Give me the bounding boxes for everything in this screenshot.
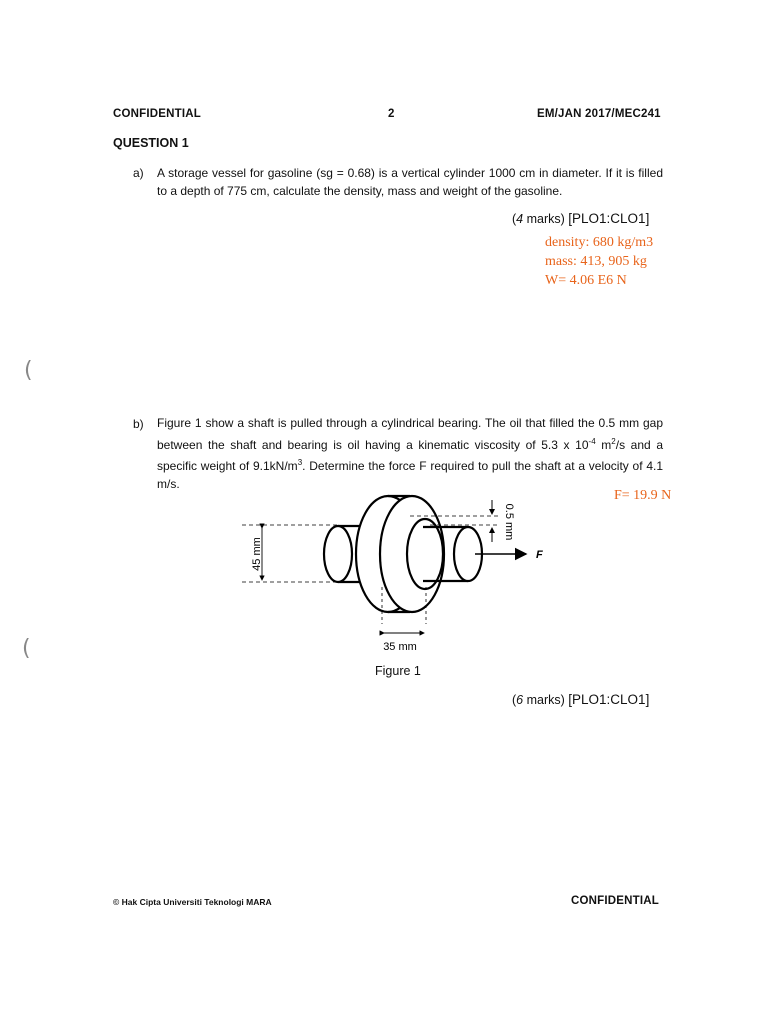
part-a-answers — [545, 233, 653, 290]
answer-mass: mass: 413, 905 kg — [545, 254, 647, 269]
exam-code: EM/JAN 2017/MEC241 — [537, 108, 661, 120]
diameter-dimension-label: 45 mm — [251, 537, 263, 571]
length-dimension-label: 35 mm — [383, 641, 417, 653]
part-a-plo: [PLO1:CLO1] — [568, 211, 650, 226]
figure-1-diagram — [230, 492, 560, 660]
margin-mark: ( — [24, 358, 33, 383]
page-number: 2 — [388, 108, 395, 120]
figure-caption: Figure 1 — [375, 664, 421, 678]
gap-dimension-label: 0.5 mm — [503, 503, 515, 541]
part-b-plo: [PLO1:CLO1] — [568, 692, 650, 707]
margin-mark: ( — [22, 636, 31, 661]
part-b-text: Figure 1 show a shaft is pulled through a cylindrical bearing. The oil that filled the 0.5 mm gap between the shaft and bearing is oil having a kinematic viscosity of 5.3 x $10^{-4}$ $m^2/s$ and a specific weight of $9.1kN/m^3$. Determine the force F required to pull the shaft at a velocity of 4.1 m/s. — [157, 416, 663, 491]
answer-weight: W= 4.06 E6 N — [545, 273, 627, 288]
footer-copyright: © Hak Cipta Universiti Teknologi MARA — [113, 897, 272, 907]
bearing-bore — [407, 519, 443, 589]
part-b-marks: (6 marks) [PLO1:CLO1] — [512, 692, 650, 707]
part-a-label: a) — [133, 166, 144, 180]
part-b-answer: F= 19.9 N — [614, 488, 672, 503]
part-a-text: A storage vessel for gasoline (sg = 0.68) is a vertical cylinder 1000 cm in diameter. If it is filled to a depth of 775 cm, calculate the density, mass and weight of the gasoline. — [157, 166, 663, 198]
part-b-label: b) — [133, 417, 144, 431]
answer-density: density: 680 kg/m3 — [545, 235, 654, 250]
question-title: QUESTION 1 — [113, 136, 189, 150]
part-a-marks: (4 marks) [PLO1:CLO1] — [512, 211, 650, 226]
footer-confidential: CONFIDENTIAL — [571, 895, 660, 907]
force-label: F — [536, 549, 543, 561]
shaft-left-face — [324, 526, 352, 582]
header-confidential: CONFIDENTIAL — [113, 108, 202, 120]
